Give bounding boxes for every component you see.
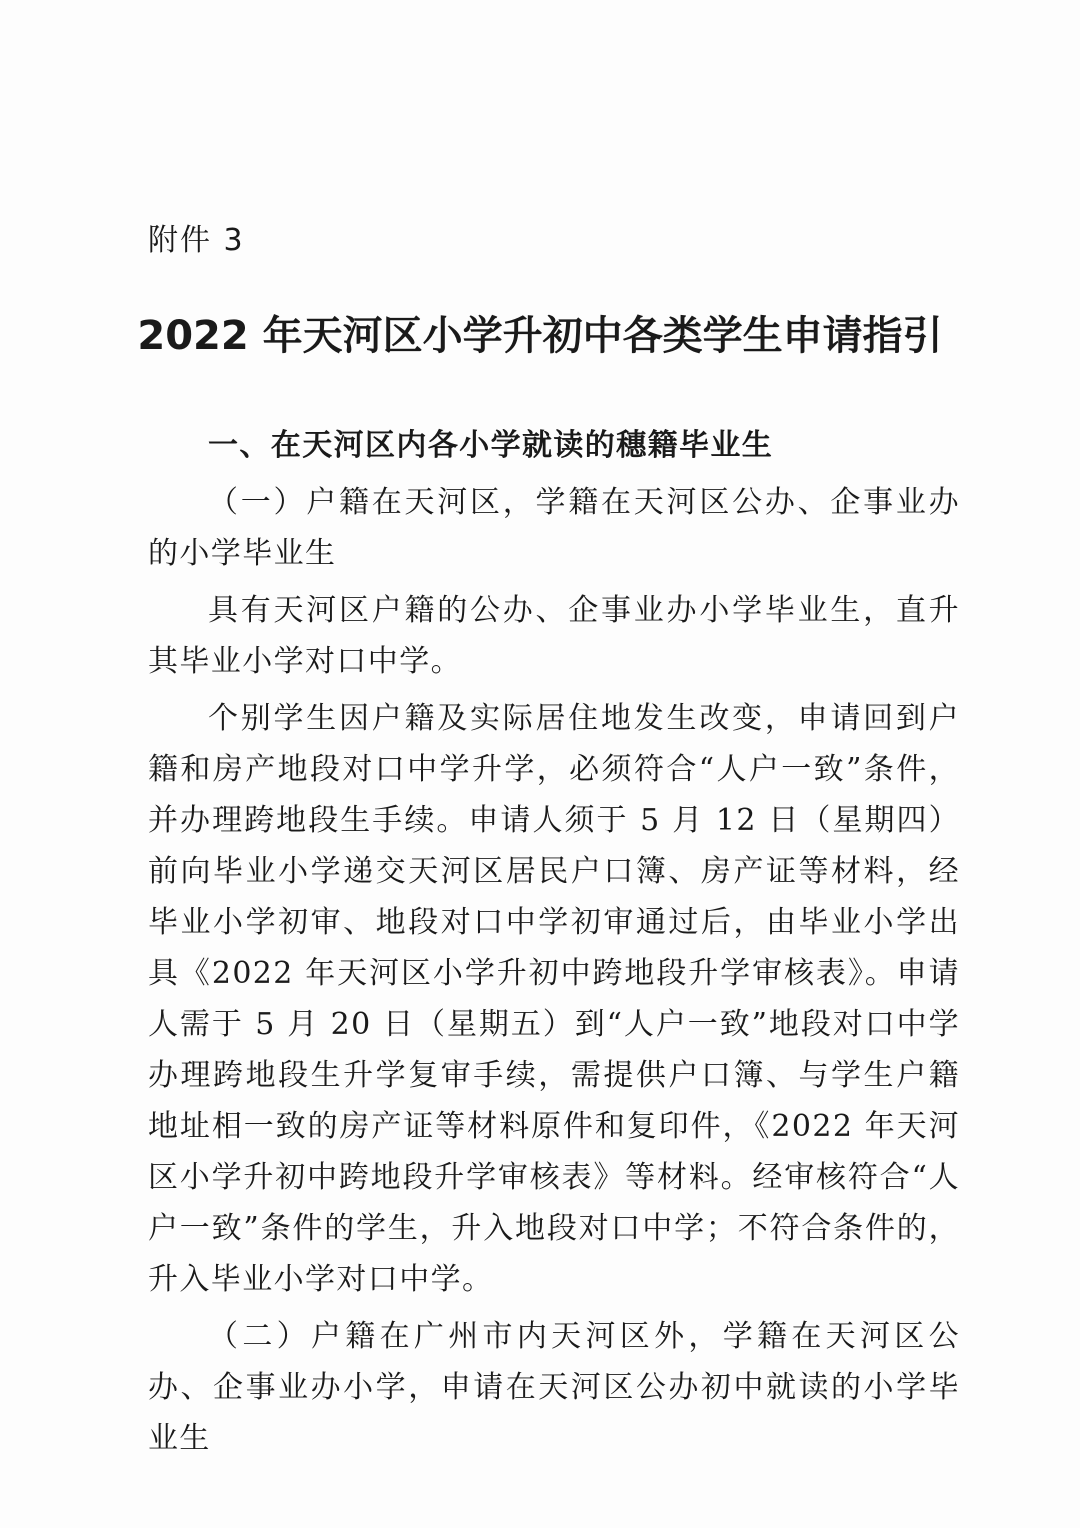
document-title: 2022 年天河区小学升初中各类学生申请指引	[137, 313, 943, 359]
paragraph: 个别学生因户籍及实际居住地发生改变，申请回到户籍和房产地段对口中学升学，必须符合“人户一致”条件，并办理跨地段生手续。申请人须于 5 月 12 日（星期四）前向毕业小学递交天河区居民户口簿、房产证等材料，经毕业小学初审、地段对口中学初审通过后，由毕业小学出具《2022 年天河区小学升初中跨地段升学审核表》。申请人需于 5 月 20 日（星期五）到“人户一致”地段对口中学办理跨地段生升学复审手续，需提供户口簿、与学生户籍地址相一致的房产证等材料原件和复印件，《2022 年天河区小学升初中跨地段升学审核表》等材料。经审核符合“人户一致”条件的学生，升入地段对口中学；不符合条件的，升入毕业小学对口中学。	[148, 701, 960, 1297]
subsection-heading: （二）户籍在广州市内天河区外，学籍在天河区公办、企事业办小学，申请在天河区公办初中就读的小学毕业生	[148, 1319, 960, 1456]
document-body	[148, 420, 960, 1464]
subsection-heading: （一）户籍在天河区，学籍在天河区公办、企事业办的小学毕业生	[148, 485, 960, 571]
paragraph: 具有天河区户籍的公办、企事业办小学毕业生，直升其毕业小学对口中学。	[148, 593, 960, 679]
section-heading: 一、在天河区内各小学就读的穗籍毕业生	[208, 428, 774, 463]
attachment-label: 附件 3	[148, 223, 245, 258]
